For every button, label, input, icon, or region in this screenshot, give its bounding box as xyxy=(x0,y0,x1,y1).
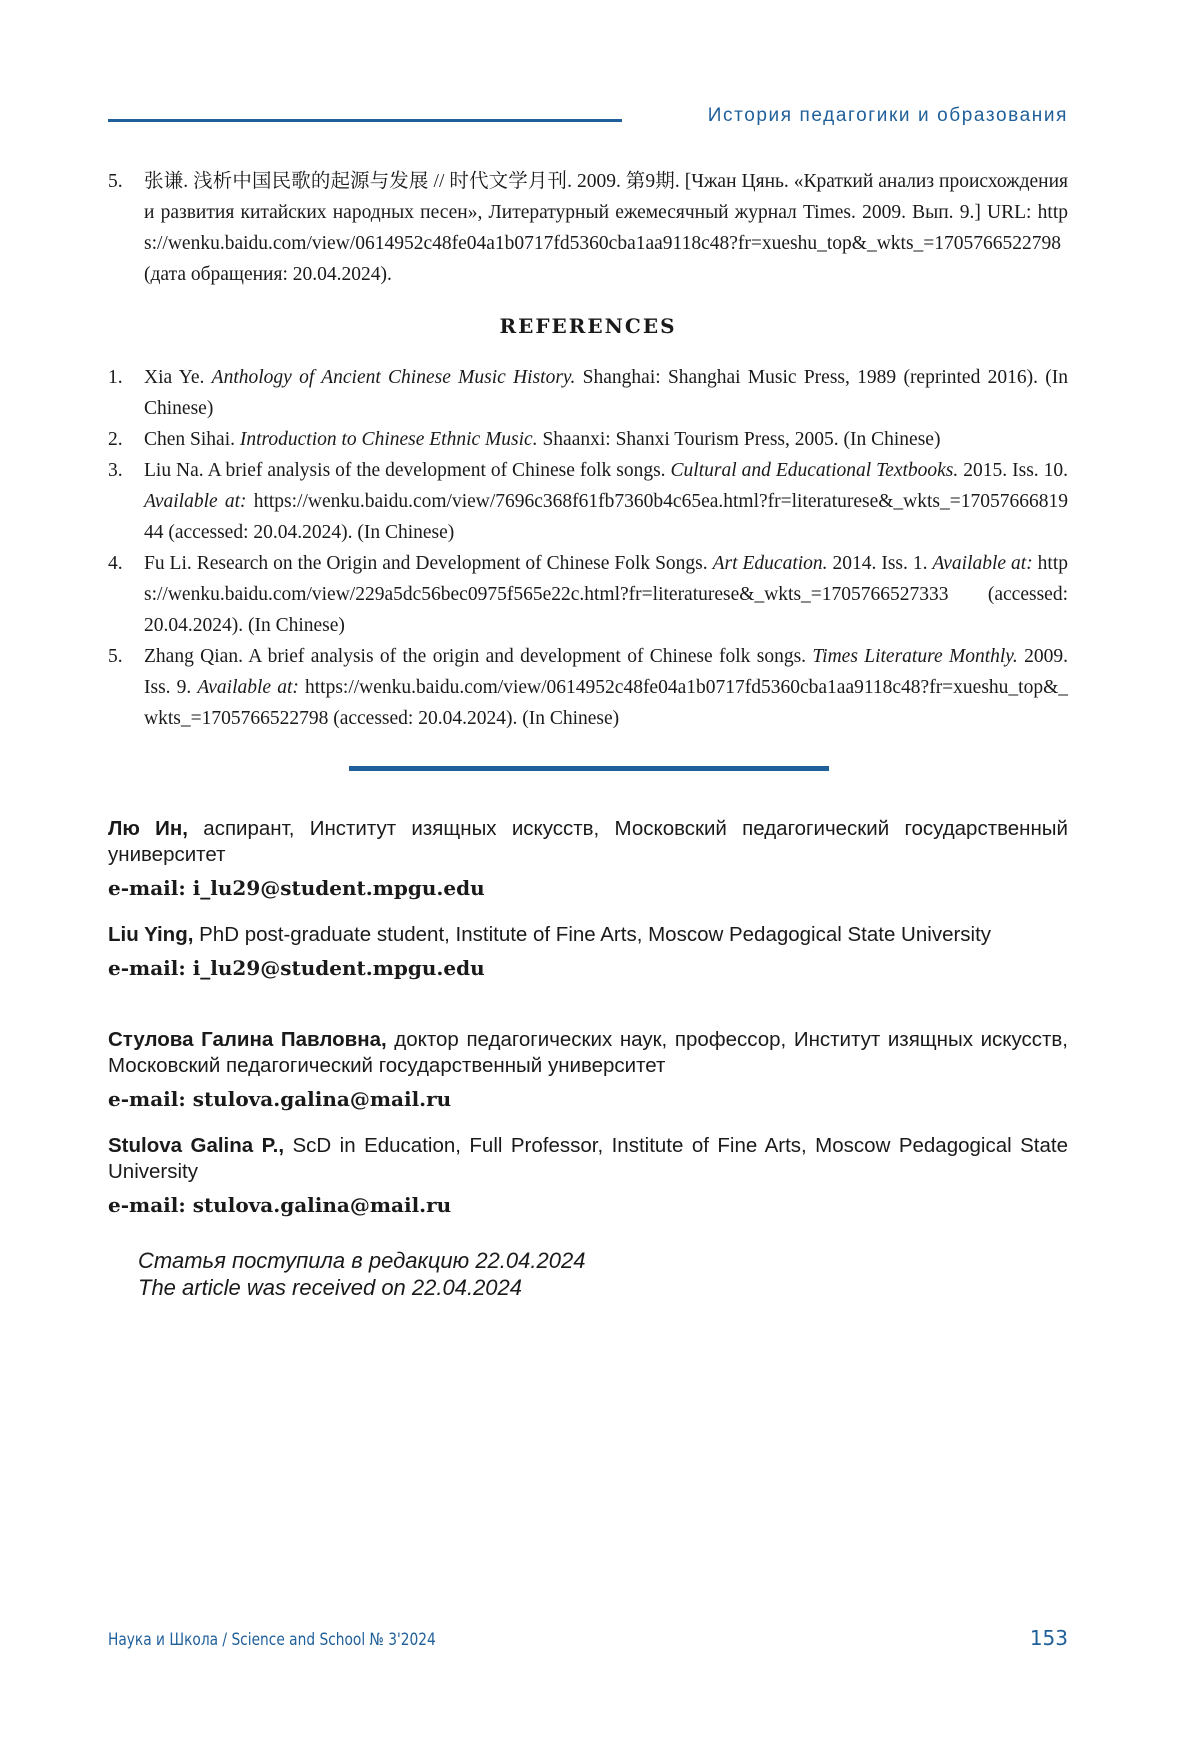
page-number: 153 xyxy=(1030,1626,1068,1650)
russian-reference-list xyxy=(108,166,1068,290)
author-info-ru-1 xyxy=(108,816,1068,900)
author-description xyxy=(108,1027,1068,1079)
reference-number: 1. xyxy=(108,362,123,393)
reference-author: Zhang Qian. A brief analysis of the origin and development of Chinese folk songs. xyxy=(144,646,812,667)
reference-title: Anthology of Ancient Chinese Music History. xyxy=(212,367,576,388)
reference-journal: Times Literature Monthly. xyxy=(812,646,1017,667)
reference-author: Xia Ye. xyxy=(144,367,212,388)
reference-number: 5. xyxy=(108,166,123,197)
author-description xyxy=(108,1133,1068,1185)
references-heading: REFERENCES xyxy=(108,314,1068,338)
reference-journal: Art Education. xyxy=(713,553,828,574)
reference-number: 2. xyxy=(108,424,123,455)
reference-item xyxy=(108,424,1068,455)
reference-item xyxy=(108,548,1068,641)
reference-available-label: Available at: xyxy=(144,491,247,512)
reference-item xyxy=(108,362,1068,424)
reference-url[interactable]: https://wenku.baidu.com/view/229a5dc56bec0975f565e22c.html?fr=literaturese&_wkts_=1705766527333 xyxy=(144,553,1068,605)
reference-chinese-title: 张谦. 浅析中国民歌的起源与发展 // 时代文学月刊. 2009. 第9期. xyxy=(144,171,680,192)
reference-item xyxy=(108,455,1068,548)
reference-journal: Cultural and Educational Textbooks. xyxy=(671,460,959,481)
author-name: Стулова Галина Павловна, xyxy=(108,1028,387,1051)
reference-url[interactable]: https://wenku.baidu.com/view/0614952c48fe04a1b0717fd5360cba1aa9118c48?fr=xueshu_top&_wkts_=1705766522798 xyxy=(144,677,1068,729)
running-header xyxy=(108,105,1068,129)
section-divider xyxy=(349,766,829,771)
author-name: Лю Ин, xyxy=(108,817,188,840)
reference-access-date: (дата обращения: 20.04.2024). xyxy=(144,264,392,285)
reference-publisher: Shaanxi: Shanxi Tourism Press, 2005. (In Chinese) xyxy=(538,429,941,450)
author-email[interactable]: e-mail: stulova.galina@mail.ru xyxy=(108,1193,1068,1217)
reference-number: 5. xyxy=(108,641,123,672)
author-affiliation: аспирант, Институт изящных искусств, Московский педагогический государственный университет xyxy=(108,817,1068,866)
reference-author: Liu Na. A brief analysis of the development of Chinese folk songs. xyxy=(144,460,671,481)
reference-text: [Чжан Цянь. «Краткий анализ происхождения и развития китайских народных песен», Литературный ежемесячный журнал Times. 2009. Вып. 9.] URL: xyxy=(144,171,1068,223)
author-name: Stulova Galina P., xyxy=(108,1134,284,1157)
reference-number: 3. xyxy=(108,455,123,486)
journal-footer: Наука и Школа / Science and School № 3'2024 xyxy=(108,1630,436,1650)
reference-issue: 2014. Iss. 1. xyxy=(828,553,933,574)
author-info-en-2 xyxy=(108,1133,1068,1217)
author-info-ru-2 xyxy=(108,1027,1068,1111)
received-note-en: The article was received on 22.04.2024 xyxy=(138,1274,585,1301)
received-note xyxy=(138,1247,585,1301)
author-affiliation: доктор педагогических наук, профессор, Институт изящных искусств, Московский педагогический государственный университет xyxy=(108,1028,1068,1077)
author-affiliation: ScD in Education, Full Professor, Institute of Fine Arts, Moscow Pedagogical State University xyxy=(108,1134,1068,1183)
reference-spacer xyxy=(247,491,254,512)
received-note-ru: Статья поступила в редакцию 22.04.2024 xyxy=(138,1247,585,1274)
reference-access-date: (accessed: 20.04.2024). (In Chinese) xyxy=(144,584,1068,636)
reference-url[interactable]: https://wenku.baidu.com/view/7696c368f61fb7360b4c65ea.html?fr=literaturese&_wkts_=1705766681944 xyxy=(144,491,1068,543)
reference-available-label: Available at: xyxy=(932,553,1032,574)
reference-number: 4. xyxy=(108,548,123,579)
section-title: История педагогики и образования xyxy=(708,105,1068,127)
reference-author: Fu Li. Research on the Origin and Development of Chinese Folk Songs. xyxy=(144,553,713,574)
reference-issue: 2015. Iss. 10. xyxy=(958,460,1068,481)
reference-publisher: Shanghai: Shanghai Music Press, 1989 (reprinted 2016). (In Chinese) xyxy=(144,367,1068,419)
reference-title: Introduction to Chinese Ethnic Music. xyxy=(240,429,538,450)
reference-access-date: (accessed: 20.04.2024). (In Chinese) xyxy=(328,708,619,729)
journal-page xyxy=(108,0,1068,1747)
author-info-en-1 xyxy=(108,922,1068,980)
author-name: Liu Ying, xyxy=(108,923,193,946)
reference-issue: 2009. Iss. 9. xyxy=(144,646,1068,698)
reference-url[interactable]: https://wenku.baidu.com/view/0614952c48fe04a1b0717fd5360cba1aa9118c48?fr=xueshu_top&_wkts_=1705766522798 xyxy=(144,202,1068,254)
author-email[interactable]: e-mail: stulova.galina@mail.ru xyxy=(108,1087,1068,1111)
reference-available-label: Available at: xyxy=(197,677,298,698)
reference-access-date: (accessed: 20.04.2024). (In Chinese) xyxy=(164,522,455,543)
reference-item xyxy=(108,166,1068,290)
author-email[interactable]: e-mail: i_lu29@student.mpgu.edu xyxy=(108,876,1068,900)
reference-author: Chen Sihai. xyxy=(144,429,240,450)
reference-item xyxy=(108,641,1068,734)
author-affiliation: PhD post-graduate student, Institute of Fine Arts, Moscow Pedagogical State University xyxy=(193,923,991,946)
author-description xyxy=(108,922,1068,948)
author-email[interactable]: e-mail: i_lu29@student.mpgu.edu xyxy=(108,956,1068,980)
english-reference-list xyxy=(108,362,1068,734)
author-description xyxy=(108,816,1068,868)
header-rule xyxy=(108,119,622,122)
